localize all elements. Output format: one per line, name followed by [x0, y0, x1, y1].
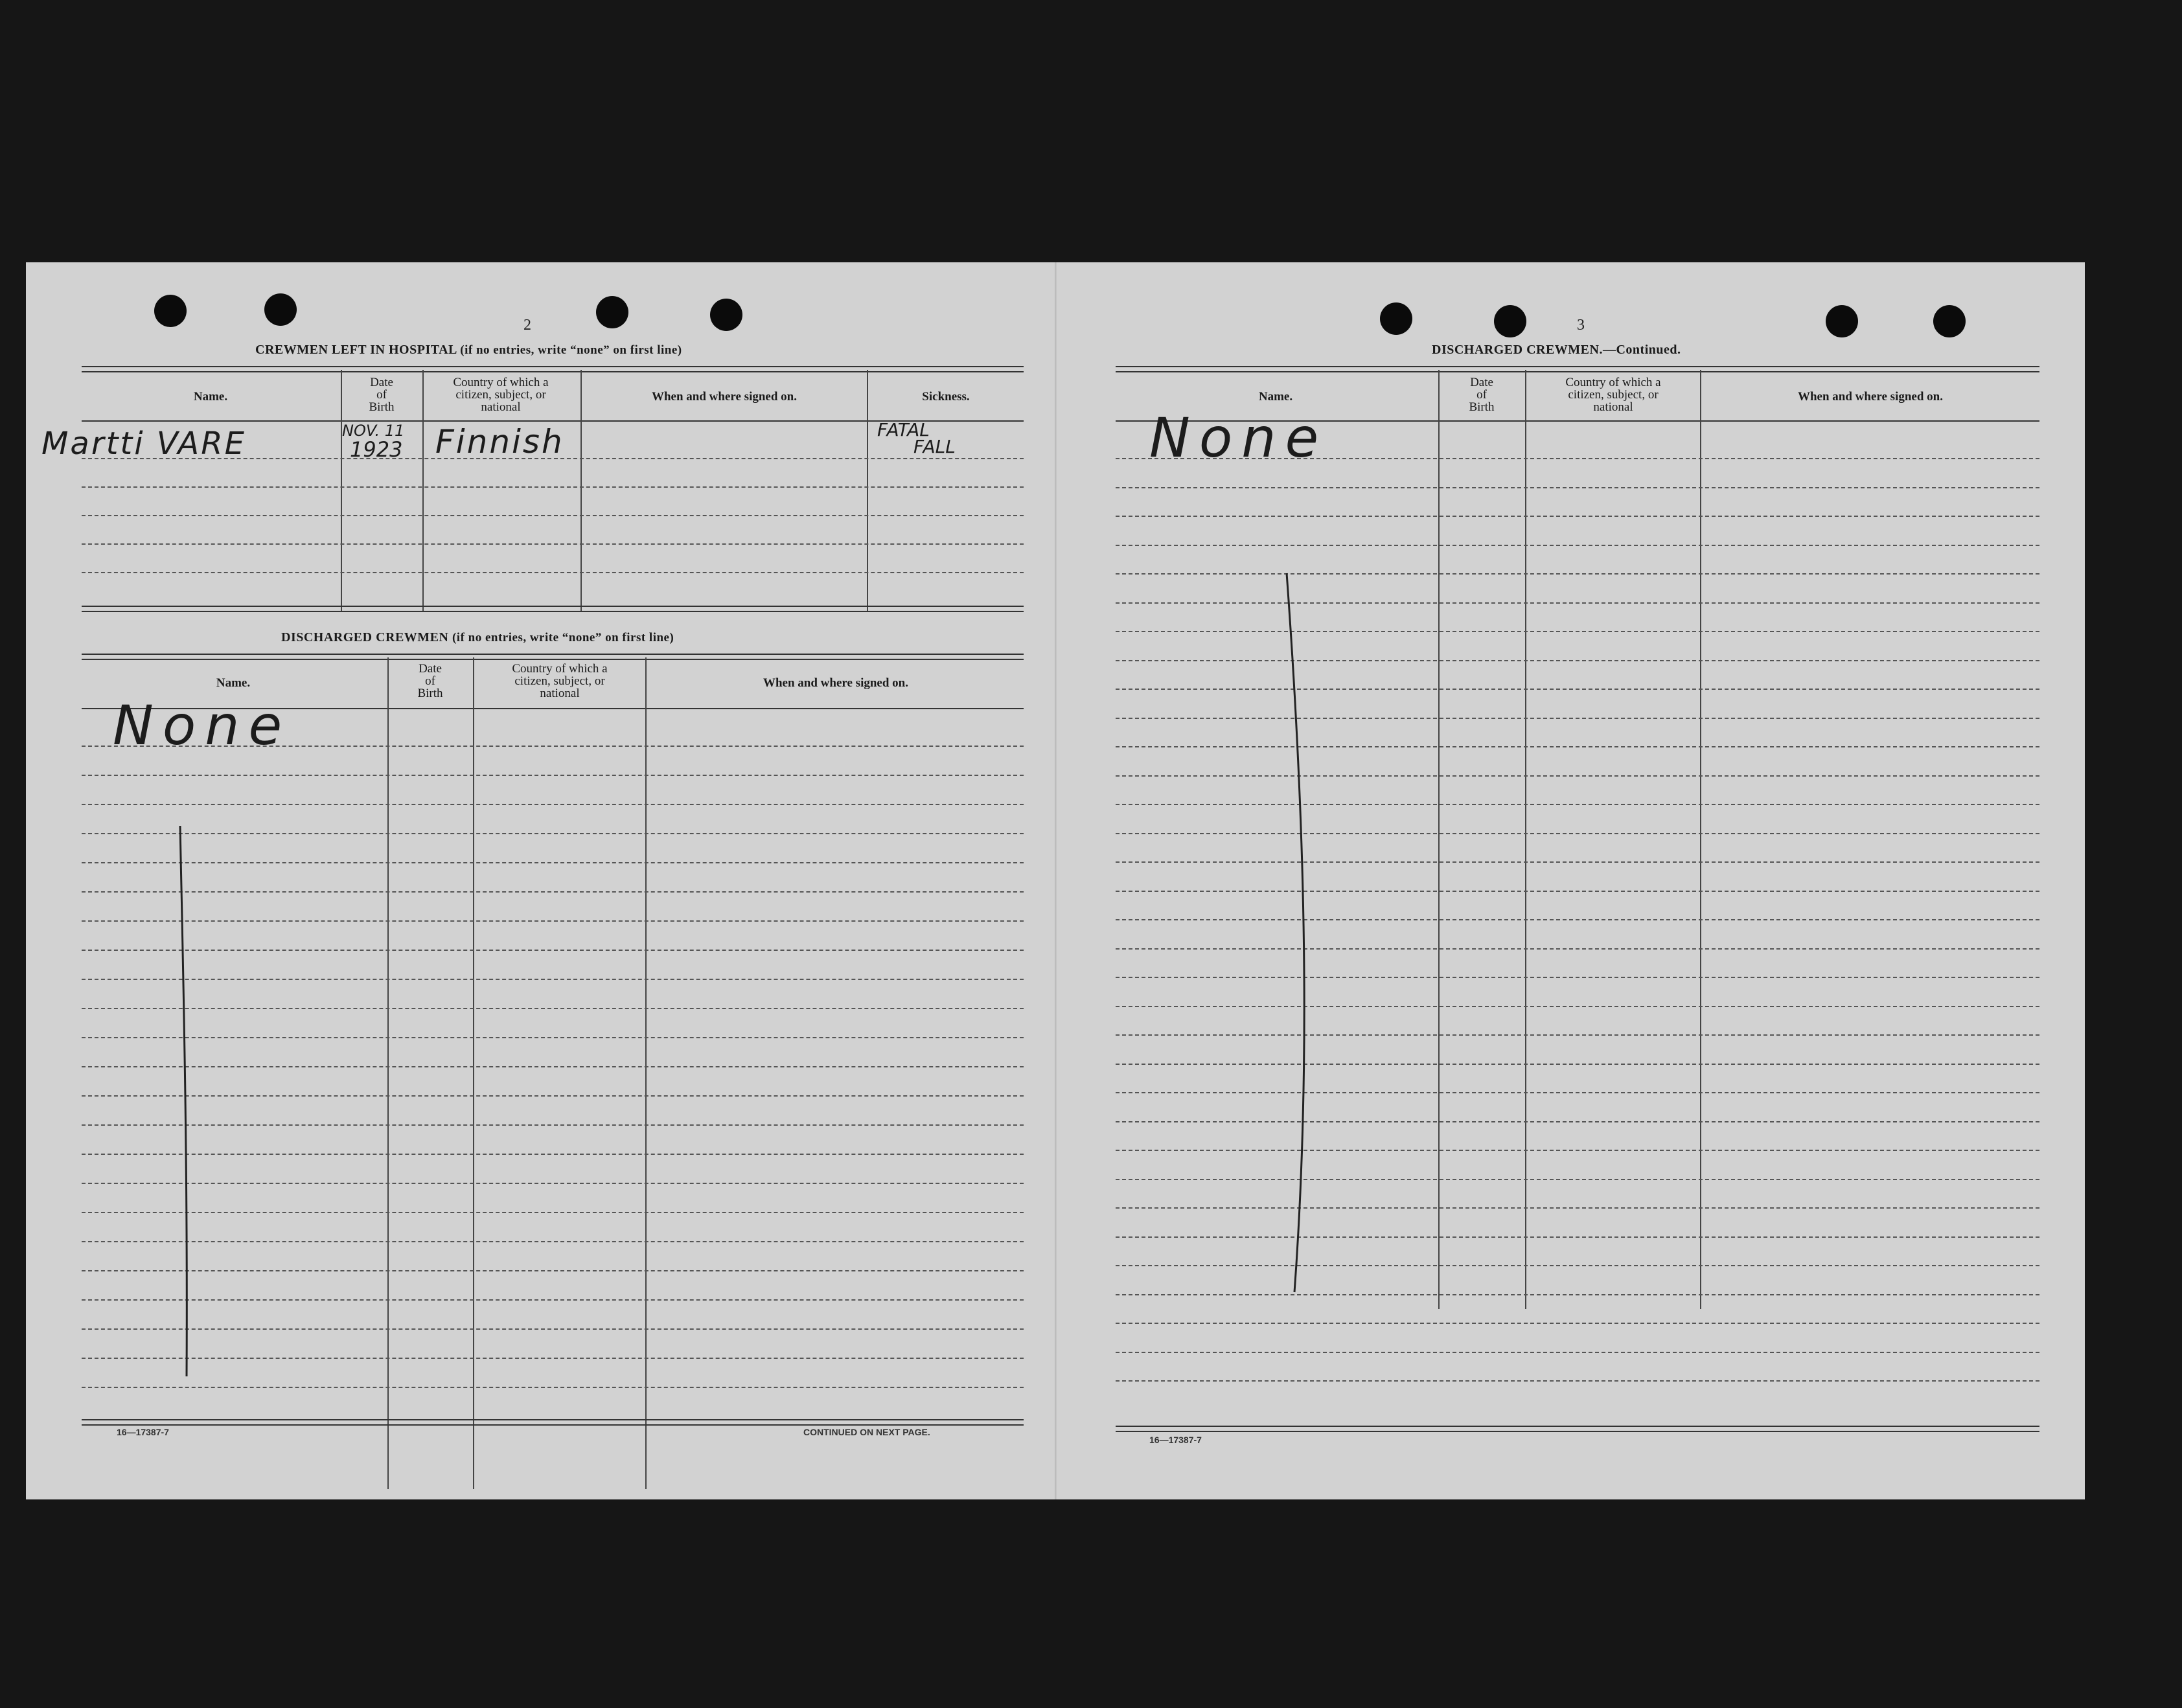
hospital-entry-name: Martti VARE: [41, 426, 246, 462]
right-entry-none: None: [1149, 406, 1328, 470]
entry-line: [1116, 833, 2039, 834]
entry-line: [1116, 1236, 2039, 1238]
page-fold: [1055, 262, 1057, 1499]
column-divider: [867, 370, 868, 611]
discharged-title-note: (if no entries, write “none” on first line): [452, 631, 674, 644]
entry-line: [1116, 861, 2039, 863]
discharged-dob-header: Date of Birth: [417, 662, 443, 700]
entry-line: [82, 891, 1024, 893]
entry-line: [82, 833, 1024, 834]
entry-line: [82, 1241, 1024, 1242]
hospital-dob-header: Date of Birth: [369, 376, 395, 414]
footer-form-code: 16—17387-7: [117, 1427, 169, 1437]
discharged-entry-none: None: [113, 694, 292, 757]
entry-line: [82, 804, 1024, 805]
discharged-bottom-rule: [82, 1419, 1024, 1426]
page-number: 2: [523, 317, 531, 334]
entry-line: [82, 1037, 1024, 1038]
entry-line: [1116, 919, 2039, 920]
entry-line: [1116, 775, 2039, 777]
column-divider: [1700, 370, 1701, 1309]
entry-line: [1116, 1064, 2039, 1065]
entry-line: [1116, 1006, 2039, 1007]
right-top-rule: [1116, 366, 2039, 372]
entry-line: [1116, 1294, 2039, 1295]
entry-line: [1116, 1380, 2039, 1382]
discharged-name-header: Name.: [216, 676, 251, 690]
column-divider: [1525, 370, 1526, 1309]
entry-line: [82, 1124, 1024, 1126]
entry-line: [82, 1328, 1024, 1330]
entry-line: [82, 1299, 1024, 1301]
form-sheet: [26, 262, 2085, 1499]
column-divider: [645, 657, 647, 1489]
entry-line: [1116, 516, 2039, 517]
column-divider: [341, 370, 342, 611]
entry-line: [1116, 804, 2039, 805]
entry-line: [1116, 602, 2039, 604]
entry-line: [82, 920, 1024, 922]
entry-line: [1116, 631, 2039, 632]
entry-line: [1116, 1121, 2039, 1122]
right-dob-header: Date of Birth: [1469, 376, 1495, 414]
entry-line: [82, 1212, 1024, 1213]
entry-line: [82, 1183, 1024, 1184]
hospital-entry-sickness-1: FATAL: [877, 419, 930, 440]
left-page: [26, 262, 1055, 1499]
right-bottom-rule: [1116, 1426, 2039, 1432]
hospital-name-header: Name.: [193, 390, 228, 404]
right-page: [1057, 262, 2085, 1499]
entry-line: [82, 572, 1024, 573]
entry-line: [1116, 1150, 2039, 1151]
column-divider: [1438, 370, 1440, 1309]
hospital-bottom-rule: [82, 606, 1024, 612]
entry-line: [1116, 1207, 2039, 1209]
ditto-stroke: [168, 826, 194, 1383]
hospital-entry-sickness-2: FALL: [913, 436, 956, 457]
entry-line: [82, 1387, 1024, 1388]
hospital-country-header: Country of which a citizen, subject, or national: [453, 376, 549, 414]
discharged-signed-header: When and where signed on.: [763, 676, 908, 690]
hospital-entry-country: Finnish: [435, 423, 564, 461]
right-section-title: DISCHARGED CREWMEN.—Continued.: [1432, 343, 1681, 357]
right-signed-header: When and where signed on.: [1797, 390, 1943, 404]
right-name-header: Name.: [1258, 390, 1293, 404]
entry-line: [1116, 891, 2039, 892]
hospital-title-text: CREWMEN LEFT IN HOSPITAL: [255, 343, 457, 357]
discharged-country-header: Country of which a citizen, subject, or national: [512, 662, 608, 700]
hospital-entry-dob-year: 1923: [350, 437, 403, 462]
hospital-signed-header: When and where signed on.: [651, 390, 797, 404]
entry-line: [82, 1154, 1024, 1155]
entry-line: [1116, 1352, 2039, 1353]
entry-line: [82, 515, 1024, 516]
entry-line: [1116, 948, 2039, 950]
entry-line: [1116, 1265, 2039, 1266]
entry-line: [1116, 1092, 2039, 1093]
entry-line: [82, 1095, 1024, 1097]
entry-line: [1116, 573, 2039, 575]
entry-line: [82, 1358, 1024, 1359]
right-country-header: Country of which a citizen, subject, or national: [1565, 376, 1661, 414]
discharged-top-rule: [82, 654, 1024, 660]
ditto-stroke: [1281, 573, 1320, 1299]
hospital-sickness-header: Sickness.: [922, 390, 970, 404]
entry-line: [1116, 545, 2039, 546]
column-divider: [387, 657, 389, 1489]
entry-line: [82, 543, 1024, 545]
entry-line: [1116, 746, 2039, 747]
entry-line: [82, 950, 1024, 951]
hospital-section-title: [255, 343, 682, 358]
entry-line: [1116, 718, 2039, 719]
discharged-title-text: DISCHARGED CREWMEN: [281, 630, 449, 644]
hospital-title-note: (if no entries, write “none” on first line): [460, 343, 682, 357]
entry-line: [1116, 1179, 2039, 1180]
entry-line: [82, 486, 1024, 488]
footer-form-code: 16—17387-7: [1149, 1435, 1202, 1445]
column-divider: [473, 657, 474, 1489]
entry-line: [82, 1066, 1024, 1067]
entry-line: [1116, 977, 2039, 978]
entry-line: [82, 775, 1024, 776]
column-divider: [422, 370, 424, 611]
entry-line: [1116, 689, 2039, 690]
entry-line: [1116, 1323, 2039, 1324]
entry-line: [1116, 487, 2039, 488]
column-divider: [580, 370, 582, 611]
entry-line: [1116, 660, 2039, 661]
discharged-section-title: [281, 630, 674, 645]
page-number: 3: [1577, 317, 1585, 334]
hospital-entry-dob-month: NOV. 11: [342, 422, 405, 440]
entry-line: [1116, 1034, 2039, 1036]
entry-line: [82, 1008, 1024, 1009]
hospital-top-rule: [82, 366, 1024, 372]
footer-continued: CONTINUED ON NEXT PAGE.: [803, 1427, 930, 1437]
entry-line: [82, 979, 1024, 980]
entry-line: [82, 862, 1024, 863]
entry-line: [82, 1270, 1024, 1271]
